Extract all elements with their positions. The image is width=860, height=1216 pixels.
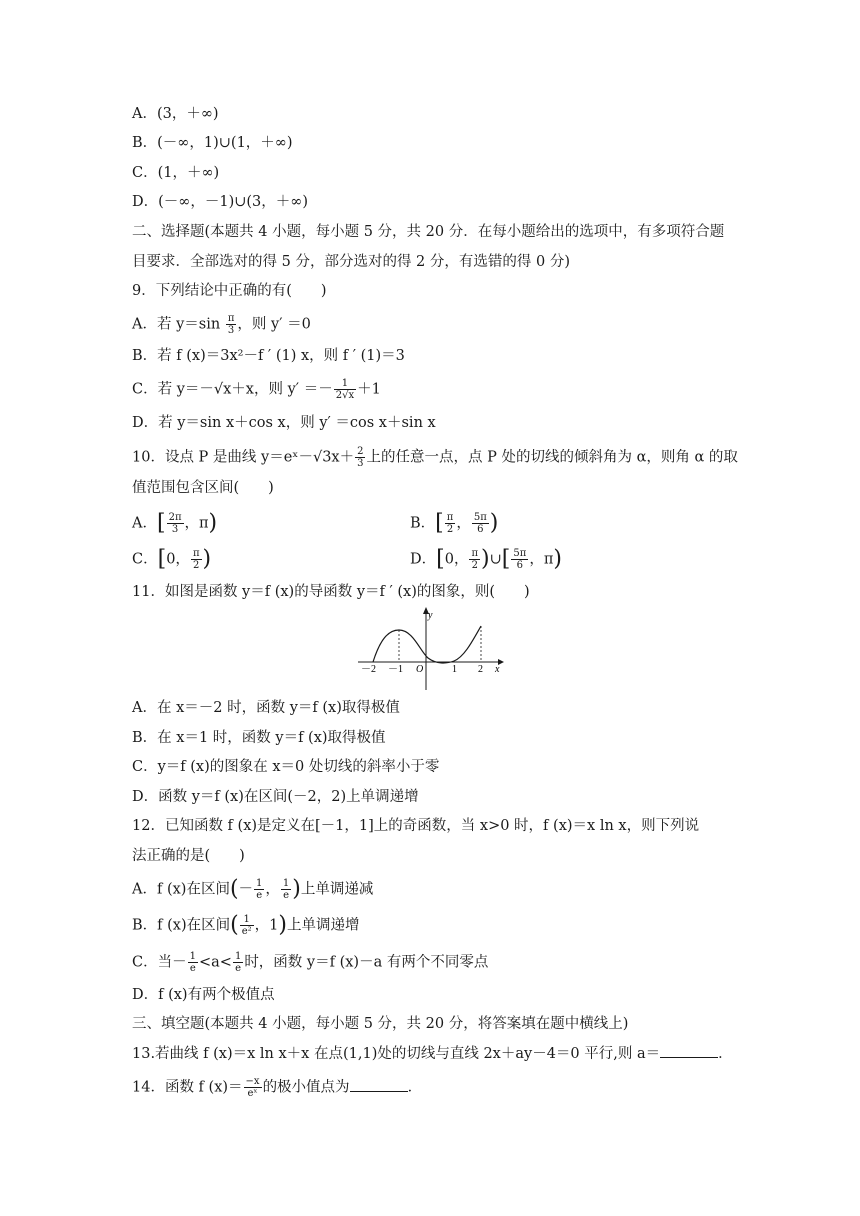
q12-option-b: B．f (x)在区间( $\frac{1}{\text{e²}}$ ，1)上单调递增 (132, 912, 360, 938)
fraction: $\frac{-x}{\text{eˣ}}$ (245, 1076, 260, 1099)
fraction: $\frac{5\pi}{6}$ (513, 548, 527, 571)
x-axis-label: x (495, 664, 500, 675)
y-axis-label: y (428, 610, 433, 621)
q10-option-b: B．[ $\frac{\pi}{2}$ ， $\frac{5\pi}{6}$ ) (410, 510, 499, 536)
q9-option-b: B．若 f (x)＝3x²－f ′ (1) x，则 f ′ (1)＝3 (132, 348, 405, 364)
fraction: $\frac{2}{3}$ (357, 446, 364, 469)
q12-stem-line2: 法正确的是( ) (132, 848, 245, 864)
q12-option-c: C．当－ $\frac{1}{e}$ <a< $\frac{1}{e}$ 时，函数 y＝f (x)－a 有两个不同零点 (132, 951, 489, 974)
tick-label-1: 1 (452, 664, 457, 675)
section2-heading-line1: 二、选择题(本题共 4 小题，每小题 5 分，共 20 分．在每小题给出的选项中，有多项符合题 (132, 224, 725, 240)
q14: 14．函数 f (x)＝ $\frac{-x}{\text{eˣ}}$ 的极小值点为 ． (132, 1076, 423, 1099)
q9-stem: 9．下列结论中正确的有( ) (132, 283, 327, 299)
fraction: $\frac{\pi}{2}$ (471, 548, 479, 571)
fraction: $\frac{1}{e}$ (256, 878, 263, 901)
q10-stem: 10．设点 P 是曲线 y＝eˣ－√3x＋ $\frac{2}{3}$ 上的任意一点，点 P 处的切线的倾斜角为 α，则角 α 的取 (132, 446, 738, 469)
q9-option-d: D．若 y＝sin x＋cos x，则 y′ ＝cos x＋sin x (132, 415, 436, 431)
derivative-curve (373, 626, 481, 663)
answer-blank[interactable] (350, 1079, 408, 1092)
q8-option-c: C．(1，＋∞) (132, 165, 220, 181)
fraction: $\frac{\pi}{3}$ (227, 313, 235, 336)
tick-label-2: 2 (478, 664, 483, 675)
tick-label-neg2: －2 (361, 664, 376, 675)
q11-option-a: A．在 x＝－2 时，函数 y＝f (x)取得极值 (132, 700, 400, 716)
origin-label: O (416, 664, 424, 675)
q8-option-a: A．(3，＋∞) (132, 106, 219, 122)
fraction: $\frac{1}{e}$ (234, 951, 242, 974)
q10-stem-line2: 值范围包含区间( ) (132, 480, 274, 496)
fraction: $\frac{\pi}{2}$ (192, 548, 200, 571)
q10-option-d: D．[0， $\frac{\pi}{2}$ )∪[ $\frac{5\pi}{6}$ ，π) (410, 546, 562, 572)
section2-heading-line2: 目要求．全部选对的得 5 分，部分选对的得 2 分，有选错的得 0 分) (132, 254, 570, 270)
fraction: $\frac{1}{e}$ (189, 951, 196, 974)
section3-heading: 三、填空题(本题共 4 小题，每小题 5 分，共 20 分，将答案填在题中横线上) (132, 1016, 629, 1032)
q12-option-a: A．f (x)在区间(－ $\frac{1}{e}$ ， $\frac{1}{e}$ )上单调递减 (132, 876, 374, 902)
fraction: $\frac{1}{2√x}$ (335, 378, 355, 401)
q8-option-b: B．(－∞，1)∪(1，＋∞) (132, 135, 293, 151)
fraction: $\frac{1}{\text{e²}}$ (241, 914, 252, 937)
fraction: $\frac{5\pi}{6}$ (473, 512, 487, 535)
q8-option-d: D．(－∞，－1)∪(3，＋∞) (132, 194, 309, 210)
q10-option-c: C．[0， $\frac{\pi}{2}$ ) (132, 546, 212, 572)
fraction: $\frac{\pi}{2}$ (446, 512, 454, 535)
tick-label-neg1: －1 (388, 664, 403, 675)
q11-option-d: D．函数 y＝f (x)在区间(－2，2)上单调递增 (132, 789, 419, 805)
q11-option-c: C．y＝f (x)的图象在 x＝0 处切线的斜率小于零 (132, 759, 440, 775)
fraction: $\frac{1}{e}$ (282, 878, 290, 901)
q12-stem: 12．已知函数 f (x)是定义在[－1，1]上的奇函数，当 x>0 时，f (x)＝x ln x，则下列说 (132, 818, 700, 834)
q13: 13.若曲线 f (x)＝x ln x＋x 在点(1,1)处的切线与直线 2x＋ay－4＝0 平行,则 a＝ ． (132, 1046, 733, 1062)
q9-option-c: C．若 y＝－√x＋x，则 y′ ＝－ $\frac{1}{2√x}$ ＋1 (132, 378, 381, 401)
q11-option-b: B．在 x＝1 时，函数 y＝f (x)取得极值 (132, 730, 386, 746)
answer-blank[interactable] (660, 1045, 718, 1058)
q9-option-a: A．若 y＝sin $\frac{\pi}{3}$ ，则 y′ ＝0 (132, 313, 311, 336)
derivative-graph (358, 606, 508, 690)
fraction: $\frac{2\pi}{3}$ (168, 512, 182, 535)
q10-option-a: A．[ $\frac{2\pi}{3}$ ，π) (132, 510, 218, 536)
q12-option-d: D．f (x)有两个极值点 (132, 987, 275, 1003)
q11-stem: 11．如图是函数 y＝f (x)的导函数 y＝f ′ (x)的图象，则( ) (132, 584, 530, 600)
